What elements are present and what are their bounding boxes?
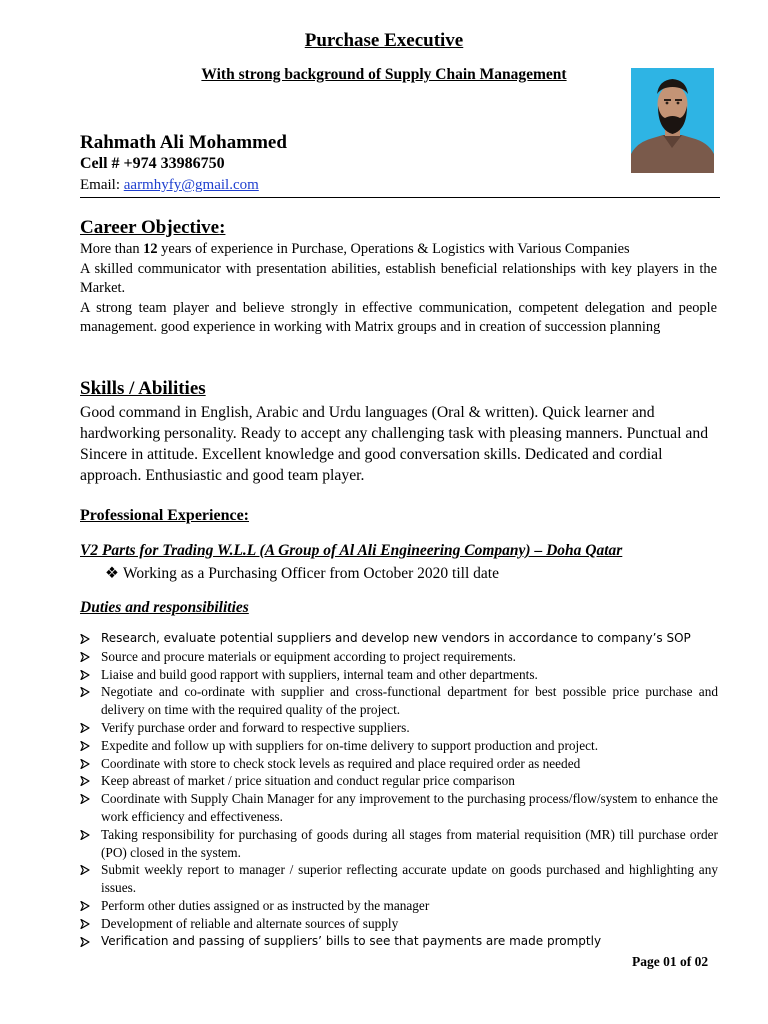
- arrow-bullet-icon: [80, 933, 98, 947]
- duties-heading: Duties and responsibilities: [80, 599, 249, 616]
- career-objective-text: [80, 240, 717, 338]
- duty-text: Liaise and build good rapport with suppliers, internal team and other departments.: [101, 666, 538, 682]
- arrow-bullet-icon: [80, 826, 98, 840]
- duty-text: Keep abreast of market / price situation and conduct regular price comparison: [101, 773, 515, 789]
- arrow-bullet-icon: [80, 915, 98, 929]
- years-highlight: 12: [143, 241, 158, 257]
- duty-text: Development of reliable and alternate sources of supply: [101, 915, 399, 931]
- duty-text: Source and procure materials or equipment according to project requirements.: [101, 648, 517, 664]
- duty-item: [80, 737, 718, 755]
- header-divider: [80, 197, 720, 198]
- duty-text: Verification and passing of suppliers’ bills to see that payments are made promptly: [101, 933, 602, 948]
- page-number: Page 01 of 02: [632, 954, 709, 969]
- duty-item: [80, 915, 718, 933]
- duties-list: [80, 630, 718, 950]
- duty-text: Negotiate and co-ordinate with supplier and cross-functional department for best possible price purchase and delivery on time with the required quality of the project.: [101, 684, 718, 718]
- role-text: Working as a Purchasing Officer from October 2020 till date: [123, 565, 499, 582]
- arrow-bullet-icon: [80, 861, 98, 875]
- objective-line-1: More than 12 years of experience in Purchase, Operations & Logistics with Various Companies: [80, 241, 630, 257]
- duty-text: Perform other duties assigned or as instructed by the manager: [101, 897, 430, 913]
- duty-text: Coordinate with store to check stock levels as required and place required order as needed: [101, 755, 581, 771]
- duty-text: Taking responsibility for purchasing of goods during all stages from material requisition (MR) till purchase order (PO) closed in the system.: [101, 826, 718, 860]
- duty-text: Expedite and follow up with suppliers for on-time delivery to support production and project.: [101, 737, 599, 753]
- resume-subtitle: With strong background of Supply Chain Management: [201, 66, 567, 83]
- duty-text: Coordinate with Supply Chain Manager for any improvement to the purchasing process/flow/system to enhance the work efficiency and effectiveness.: [101, 791, 718, 824]
- objective-line-3: A strong team player and believe strongly in effective communication, competent delegation and people management. good experience in working with Matrix groups and in creation of succession planning: [80, 299, 717, 336]
- diamond-bullet-icon: ❖: [105, 565, 119, 582]
- arrow-bullet-icon: [80, 737, 98, 751]
- arrow-bullet-icon: [80, 648, 98, 662]
- arrow-bullet-icon: [80, 630, 98, 644]
- arrow-bullet-icon: [80, 666, 98, 680]
- duty-item: [80, 933, 718, 951]
- arrow-bullet-icon: [80, 755, 98, 769]
- arrow-bullet-icon: [80, 897, 98, 911]
- duty-item: [80, 897, 718, 915]
- duty-item: [80, 683, 718, 719]
- email-label: Email:: [80, 177, 124, 193]
- profile-photo-portrait: [631, 68, 714, 173]
- candidate-email-line: [80, 177, 259, 194]
- candidate-name: Rahmath Ali Mohammed: [80, 132, 287, 153]
- duty-text: Verify purchase order and forward to respective suppliers.: [101, 719, 410, 735]
- duty-item: [80, 666, 718, 684]
- duty-item: [80, 826, 718, 862]
- duty-item: [80, 719, 718, 737]
- duty-item: [80, 755, 718, 773]
- duty-item: [80, 790, 718, 826]
- profile-photo: [631, 68, 714, 173]
- resume-title: Purchase Executive: [304, 30, 464, 51]
- skills-heading: Skills / Abilities: [80, 378, 206, 399]
- arrow-bullet-icon: [80, 772, 98, 786]
- objective-line-2: A skilled communicator with presentation abilities, establish beneficial relationships with key players in the Market.: [80, 260, 717, 297]
- duty-item: [80, 861, 718, 897]
- duty-item: [80, 630, 718, 648]
- role-line: [105, 564, 499, 583]
- duty-item: [80, 648, 718, 666]
- email-link[interactable]: aarmhyfy@gmail.com: [123, 177, 259, 193]
- career-objective-heading: Career Objective:: [80, 217, 226, 238]
- duty-item: [80, 772, 718, 790]
- duty-text: Submit weekly report to manager / superior reflecting accurate update on goods purchased and highlighting any issues.: [101, 862, 718, 896]
- arrow-bullet-icon: [80, 790, 98, 804]
- arrow-bullet-icon: [80, 683, 98, 697]
- candidate-phone: Cell # +974 33986750: [80, 155, 225, 172]
- duty-text: Research, evaluate potential suppliers and develop new vendors in accordance to company’s SOP: [101, 631, 691, 645]
- arrow-bullet-icon: [80, 719, 98, 733]
- experience-heading: Professional Experience:: [80, 507, 250, 524]
- skills-text: Good command in English, Arabic and Urdu languages (Oral & written). Quick learner and hardworking personality. Ready to accept any challenging task with pleasing manners. Punctual and Sincere in attitude. Excellent knowledge and good conversation skills. Dedicated and cordial approach. Enthusiastic and good team player.: [80, 404, 709, 484]
- company-name: V2 Parts for Trading W.L.L (A Group of Al Ali Engineering Company) – Doha Qatar: [80, 542, 623, 559]
